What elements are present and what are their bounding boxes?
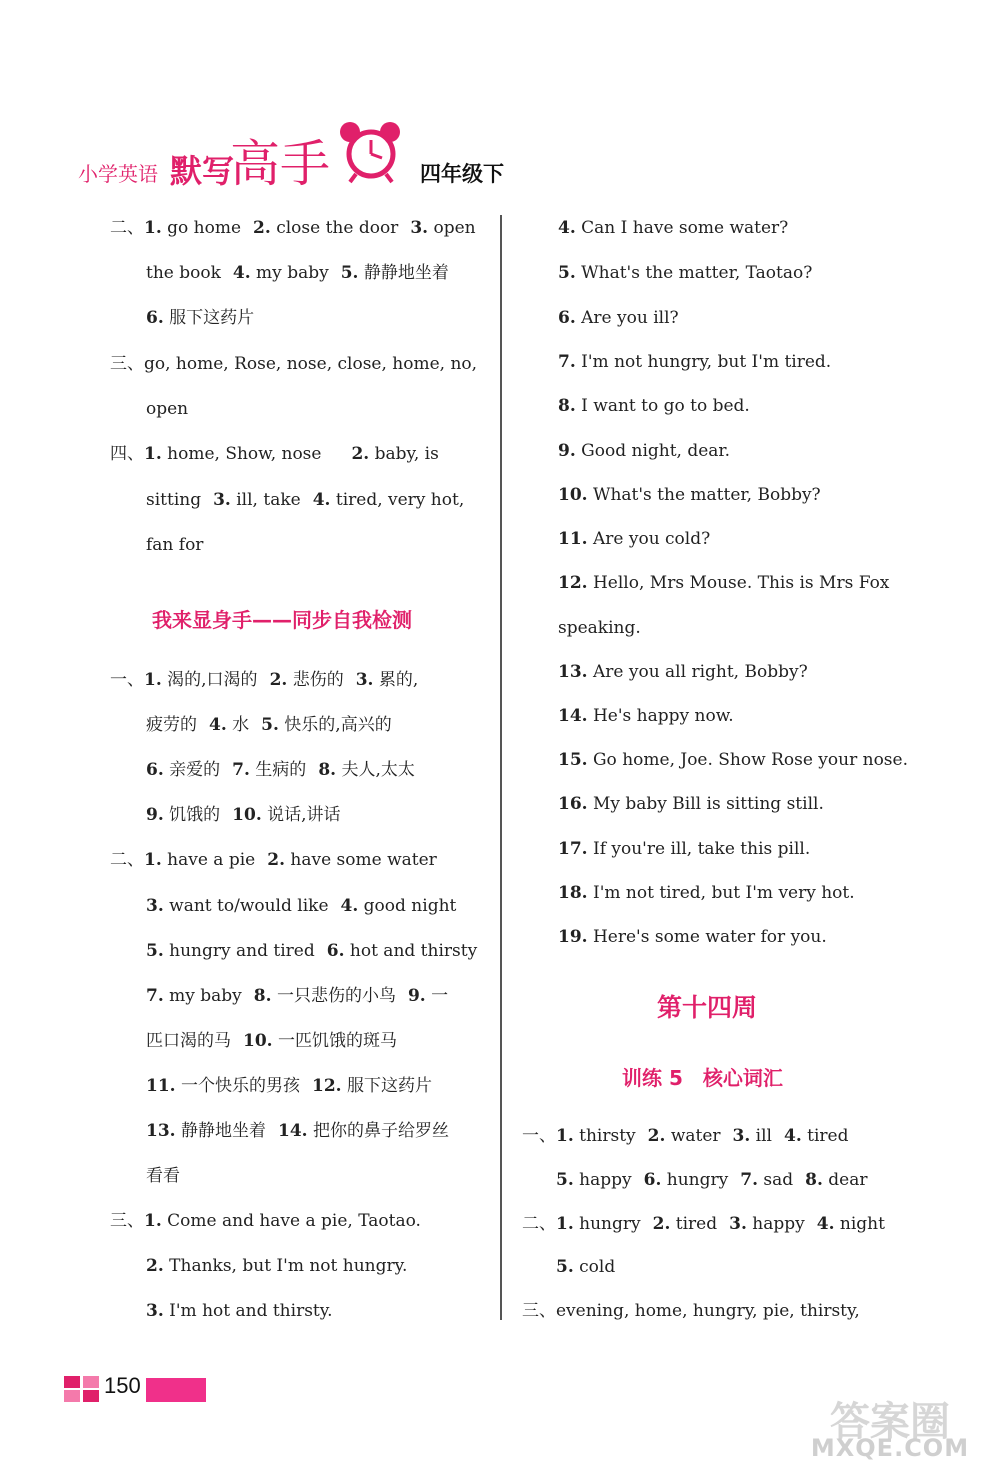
answer-line: 4. Can I have some water? [558,218,789,238]
page-number: 150 [104,1373,141,1398]
alarm-clock-icon [336,118,406,184]
answer-line: 6. 服下这药片 [146,308,255,328]
answer-line: 2. Thanks, but I'm not hungry. [146,1256,408,1276]
column-divider [500,215,502,1320]
answer-line: 12. Hello, Mrs Mouse. This is Mrs Fox [558,573,890,593]
watermark [790,1390,990,1468]
section-title: 我来显身手——同步自我检测 [152,608,412,632]
answer-line: 13. Are you all right, Bobby? [558,662,808,682]
footer-decoration [64,1376,100,1402]
series-title-small: 小学英语 [78,162,158,186]
answer-line: sitting 3. ill, take 4. tired, very hot, [146,490,465,510]
answer-line: 5. What's the matter, Taotao? [558,263,813,283]
answer-line: 8. I want to go to bed. [558,396,750,416]
answer-line: 6. 亲爱的 7. 生病的 8. 夫人,太太 [146,760,415,780]
answer-line: 15. Go home, Joe. Show Rose your nose. [558,750,908,770]
answer-line: 9. 饥饿的 10. 说话,讲话 [146,805,341,825]
answer-line: 6. Are you ill? [558,308,679,328]
answer-line: 三、go, home, Rose, nose, close, home, no, [110,354,478,374]
answer-line: 一、1. thirsty 2. water 3. ill 4. tired [522,1126,849,1146]
answer-line: 7. I'm not hungry, but I'm tired. [558,352,832,372]
answer-line: 一、1. 渴的,口渴的 2. 悲伤的 3. 累的, [110,670,419,690]
week-title: 第十四周 [657,993,758,1022]
footer-bar [146,1378,206,1402]
answer-line: 看看 [146,1166,180,1186]
series-title-mid: 默写 [170,152,235,190]
answer-line: open [146,399,189,419]
answer-line: 二、1. hungry 2. tired 3. happy 4. night [522,1214,885,1234]
answer-line: 三、evening, home, hungry, pie, thirsty, [522,1301,860,1321]
answer-line: 3. I'm hot and thirsty. [146,1301,333,1321]
grade-label: 四年级下 [420,162,504,186]
answer-line: 疲劳的 4. 水 5. 快乐的,高兴的 [146,715,392,735]
answer-line: 5. hungry and tired 6. hot and thirsty [146,941,478,961]
answer-line: 四、1. home, Show, nose 2. baby, is [110,444,439,464]
answer-line: 17. If you're ill, take this pill. [558,839,811,859]
answer-line: 3. want to/would like 4. good night [146,896,457,916]
answer-line: 二、1. have a pie 2. have some water [110,850,437,870]
answer-line: 7. my baby 8. 一只悲伤的小鸟 9. 一 [146,986,449,1006]
watermark-url: MXQE.COM [810,1434,970,1462]
training-title: 训练 5 核心词汇 [622,1066,783,1090]
answer-line: 5. cold [556,1257,616,1277]
answer-line: 11. 一个快乐的男孩 12. 服下这药片 [146,1076,432,1096]
answer-line: fan for [146,535,204,555]
watermark-logo: 答案圈 [830,1399,950,1445]
answer-line: 5. happy 6. hungry 7. sad 8. dear [556,1170,868,1190]
answer-line: 19. Here's some water for you. [558,927,827,947]
page-header [78,118,538,198]
answer-line: 16. My baby Bill is sitting still. [558,794,824,814]
answer-line: 18. I'm not tired, but I'm very hot. [558,883,855,903]
answer-line: 三、1. Come and have a pie, Taotao. [110,1211,421,1231]
answer-line: 二、1. go home 2. close the door 3. open [110,218,476,238]
series-title-big: 高手 [230,135,330,193]
answer-line: speaking. [558,618,641,638]
answer-line: 11. Are you cold? [558,529,711,549]
answer-line: 匹口渴的马 10. 一匹饥饿的斑马 [146,1031,397,1051]
answer-line: the book 4. my baby 5. 静静地坐着 [146,263,449,283]
answer-line: 13. 静静地坐着 14. 把你的鼻子给罗丝 [146,1121,449,1141]
answer-line: 14. He's happy now. [558,706,734,726]
answer-line: 9. Good night, dear. [558,441,731,461]
answer-line: 10. What's the matter, Bobby? [558,485,821,505]
